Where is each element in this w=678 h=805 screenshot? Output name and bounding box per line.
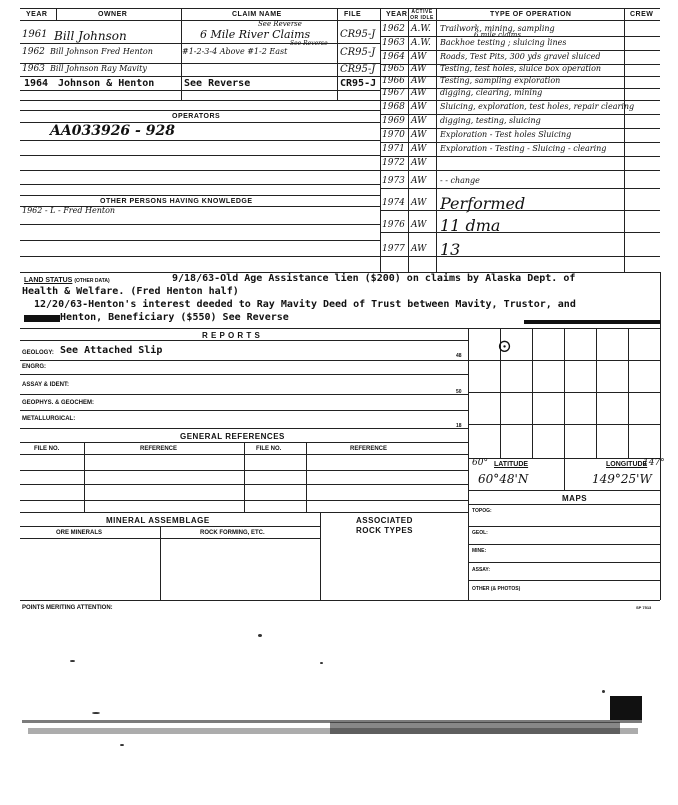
owner-name: Johnson & Henton	[58, 78, 155, 89]
header-owner: OWNER	[98, 11, 128, 18]
operation-type: Performed	[440, 194, 526, 213]
other-person-entry: 1962 - L - Fred Henton	[22, 206, 116, 215]
operation-year: 1967	[382, 88, 405, 98]
operation-status: AW	[411, 102, 427, 112]
operation-status: AW	[411, 198, 427, 208]
owner-year: 1962	[22, 47, 45, 57]
maps-title: MAPS	[562, 494, 588, 503]
operation-type: - - change	[440, 176, 480, 185]
operation-year: 1974	[382, 198, 405, 208]
maps-geol-label: GEOL:	[472, 530, 488, 536]
operation-status: AW	[411, 176, 427, 186]
claim-name: See Reverse	[184, 78, 251, 89]
operation-year: 1977	[382, 244, 405, 254]
operation-status: AW	[411, 130, 427, 140]
claim-name: 6 Mile River Claims	[200, 28, 311, 41]
header-crew: CREW	[630, 11, 654, 18]
operation-year: 1966	[382, 76, 405, 86]
associated-rock-label: ASSOCIATED	[356, 516, 413, 525]
owner-file: CR95-J	[340, 29, 376, 40]
ore-minerals-label: ORE MINERALS	[56, 530, 103, 536]
long-suffix: 147°	[643, 458, 665, 468]
operation-type: Exploration - Test holes Sluicing	[440, 130, 572, 139]
operation-year: 1969	[382, 116, 405, 126]
form-number: SP 7513	[636, 605, 652, 610]
operation-year: 1971	[382, 144, 405, 154]
report-marker: 50	[456, 389, 462, 395]
operation-status: AW	[411, 116, 427, 126]
operation-type: Testing, test holes, sluice box operation	[440, 64, 602, 73]
header-year2: YEAR	[386, 11, 408, 18]
operation-year: 1962	[382, 24, 405, 34]
owner-year: 1961	[22, 29, 48, 40]
land-status-line: Henton, Beneficiary ($550) See Reverse	[60, 312, 289, 323]
longitude-value: 149°25'W	[592, 472, 652, 486]
maps-topog-label: TOPOG:	[472, 508, 492, 514]
land-status-title: LAND STATUS	[24, 277, 73, 284]
operation-year: 1970	[382, 130, 405, 140]
longitude-label: LONGITUDE	[606, 461, 648, 468]
owner-file: CR95-J	[340, 64, 376, 75]
operation-type: 13	[440, 240, 461, 259]
operation-year: 1965	[382, 64, 405, 74]
operation-year: 1976	[382, 220, 405, 230]
operation-status: AW	[411, 158, 427, 168]
owner-name: Bill Johnson	[54, 29, 127, 43]
claim-note: See Reverse	[258, 20, 302, 28]
operator-entry: AA033926 - 928	[50, 123, 175, 139]
operation-type: Testing, sampling exploration	[440, 76, 561, 85]
ref-col-file-no: FILE NO.	[256, 446, 282, 452]
assay-label: ASSAY & IDENT:	[22, 382, 70, 388]
grid-line	[468, 392, 660, 393]
latitude-label: LATITUDE	[494, 461, 529, 468]
mineral-title: MINERAL ASSEMBLAGE	[106, 516, 210, 525]
land-status-note: (OTHER DATA)	[74, 278, 110, 284]
reports-title: R E P O R T S	[202, 331, 261, 340]
operation-year: 1972	[382, 158, 405, 168]
report-marker: 18	[456, 423, 462, 429]
geophys-label: GEOPHYS. & GEOCHEM:	[22, 400, 95, 406]
owner-name: Bill Johnson Fred Henton	[50, 47, 153, 56]
owner-year: 1963	[22, 64, 45, 74]
general-refs-title: GENERAL REFERENCES	[180, 432, 285, 441]
rock-forming-label: ROCK FORMING, ETC.	[200, 530, 265, 536]
operation-year: 1963	[382, 38, 405, 48]
grid-line	[468, 360, 660, 361]
header-year: YEAR	[26, 11, 48, 18]
maps-mine-label: MINE:	[472, 548, 487, 554]
header-claim-name: CLAIM NAME	[232, 11, 282, 18]
operation-status: AW	[411, 64, 427, 74]
geology-label: GEOLOGY:	[22, 350, 54, 356]
grid-line	[628, 328, 629, 458]
maps-assay-label: ASSAY:	[472, 567, 491, 573]
land-status-line: 12/20/63-Henton's interest deeded to Ray Mavity Deed of Trust between Mavity, Trustor, and	[34, 299, 576, 310]
points-meriting-attention: POINTS MERITING ATTENTION:	[22, 605, 113, 611]
grid-line	[596, 328, 597, 458]
land-status-line: Health & Welfare. (Fred Henton half)	[22, 286, 239, 297]
header-type-of-operation: TYPE OF OPERATION	[490, 11, 572, 18]
header-active-idle: ACTIVE OR IDLE	[410, 9, 434, 21]
land-status-label	[24, 277, 110, 284]
operation-type: Roads, Test Pits, 300 yds gravel sluiced	[440, 52, 601, 61]
owner-file: CR95-J	[340, 78, 377, 89]
operation-type: Trailwork, mining, sampling	[440, 24, 555, 33]
operation-type: Exploration - Testing - Sluicing - clearing	[440, 144, 607, 153]
owner-file: CR95-J	[340, 47, 376, 58]
owner-year: 1964	[24, 78, 49, 89]
ref-col-file-no: FILE NO.	[34, 446, 60, 452]
operators-title: OPERATORS	[172, 113, 221, 120]
operation-status: AW	[411, 88, 427, 98]
claim-note: See Reverse	[290, 40, 328, 47]
operation-year: 1964	[382, 52, 405, 62]
geology-value: See Attached Slip	[60, 345, 163, 356]
grid-line	[532, 328, 533, 458]
operation-year: 1968	[382, 102, 405, 112]
operation-year: 1973	[382, 176, 405, 186]
owner-name: Bill Johnson Ray Mavity	[50, 64, 147, 73]
land-status-line: 9/18/63-Old Age Assistance lien ($200) on claims by Alaska Dept. of	[172, 273, 576, 284]
operation-note: 6 mile claims	[474, 31, 521, 39]
report-marker: 48	[456, 353, 462, 359]
operation-status: AW	[411, 144, 427, 154]
grid-mark: ⊙	[497, 336, 513, 357]
maps-other-label: OTHER (& PHOTOS)	[472, 586, 521, 592]
header-file: FILE	[344, 11, 362, 18]
ref-col-reference: REFERENCE	[350, 446, 388, 452]
associated-rock-label: ROCK TYPES	[356, 526, 414, 535]
scan-blot	[610, 696, 642, 720]
operation-status: A.W.	[411, 24, 431, 34]
operation-type: 11 dma	[440, 216, 501, 235]
engrg-label: ENGRG:	[22, 364, 46, 370]
ref-col-reference: REFERENCE	[140, 446, 178, 452]
operation-status: AW	[411, 244, 427, 254]
operation-type: Sluicing, exploration, test holes, repair clearing	[440, 102, 635, 111]
operation-type: digging, clearing, mining	[440, 88, 543, 97]
lat-prefix: 60°	[472, 458, 488, 468]
metallurgical-label: METALLURGICAL:	[22, 416, 76, 422]
other-persons-title: OTHER PERSONS HAVING KNOWLEDGE	[100, 198, 253, 205]
operation-type: Backhoe testing ; sluicing lines	[440, 38, 567, 47]
operation-status: AW	[411, 52, 427, 62]
grid-line	[564, 328, 565, 458]
claim-name: #1-2-3-4 Above #1-2 East	[182, 47, 288, 56]
operation-status: AW	[411, 76, 427, 86]
operation-status: AW	[411, 220, 427, 230]
latitude-value: 60°48'N	[478, 472, 529, 486]
operation-status: A.W.	[411, 38, 431, 48]
grid-line	[468, 424, 660, 425]
operation-type: digging, testing, sluicing	[440, 116, 541, 125]
